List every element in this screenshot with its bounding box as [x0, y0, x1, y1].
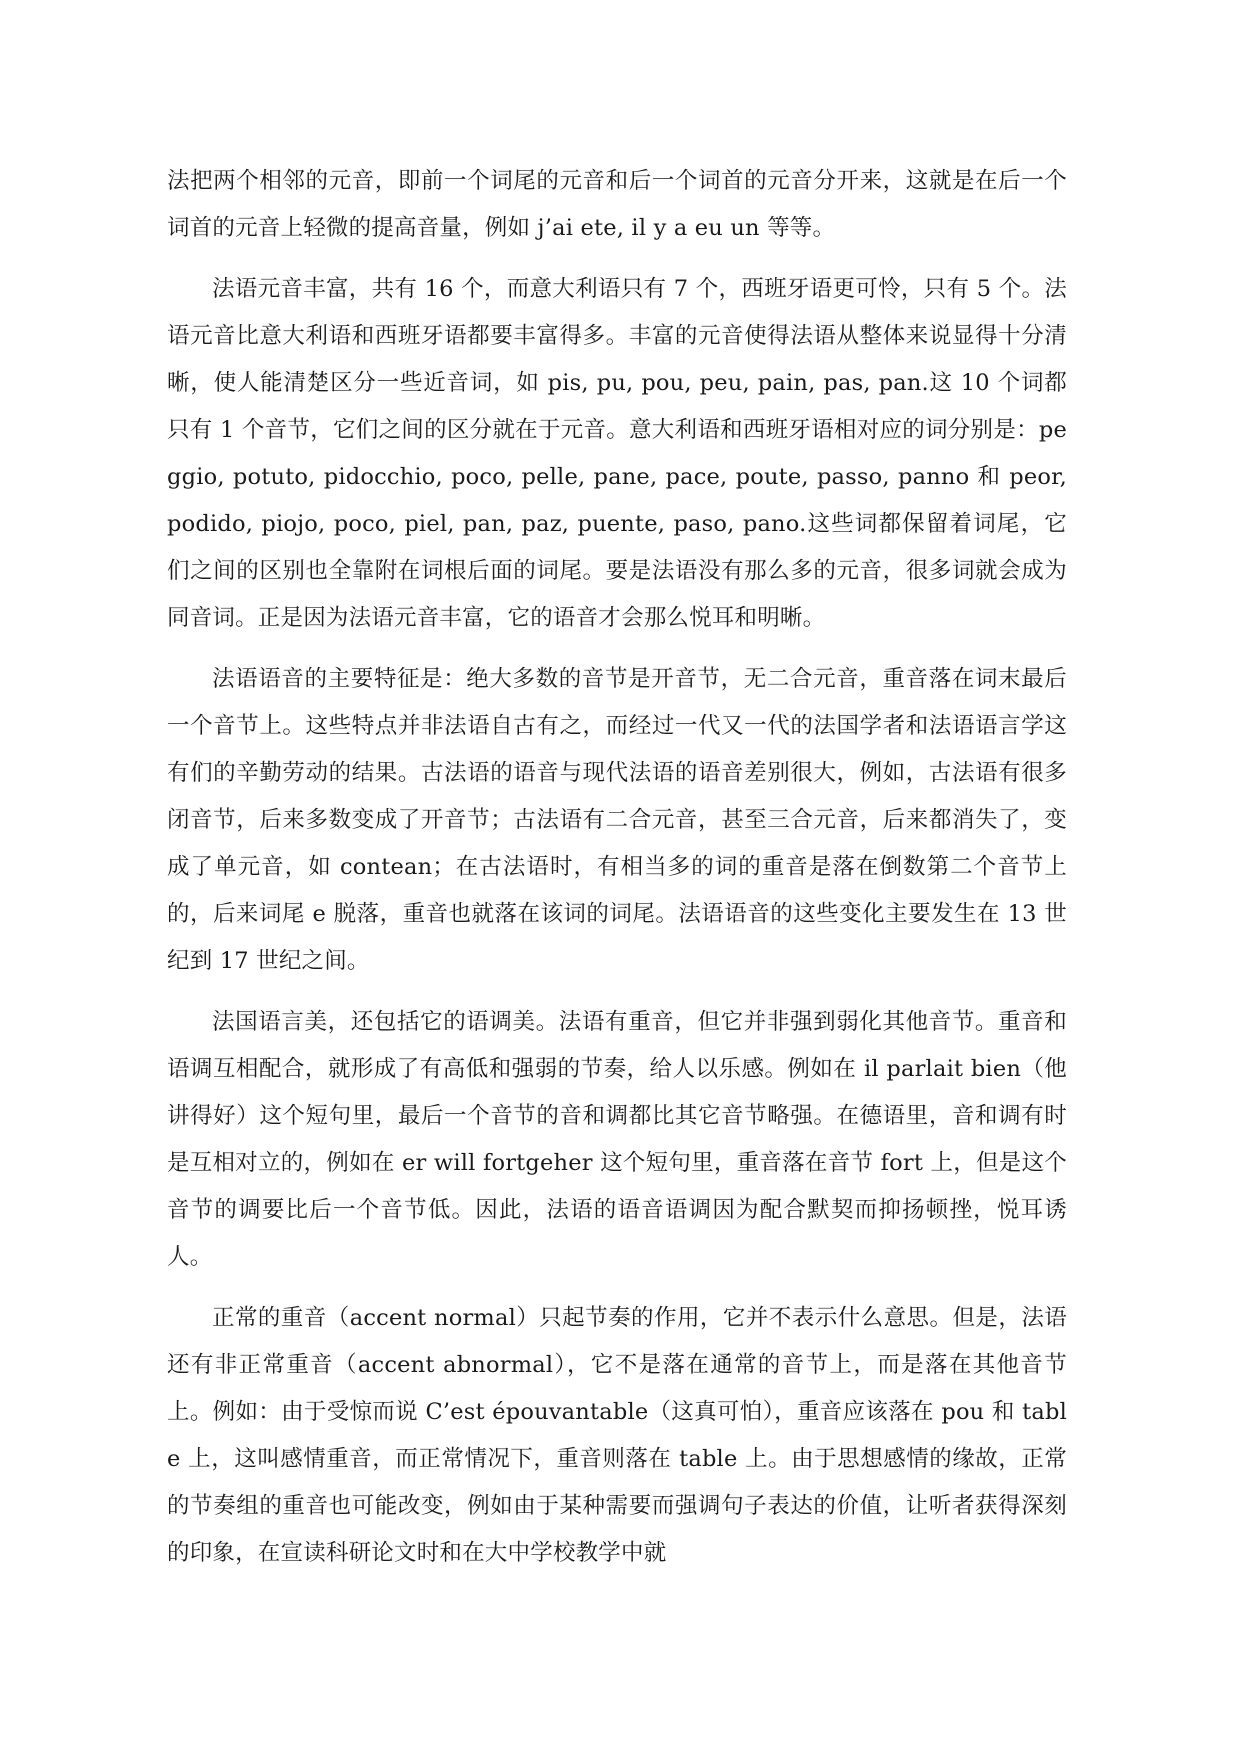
paragraph-3: 法语语音的主要特征是：绝大多数的音节是开音节，无二合元音，重音落在词末最后一个音节上。这些特点并非法语自古有之，而经过一代又一代的法国学者和法语语言学这有们的辛勤劳动的结果。古法语的语音与现代法语的语音差别很大，例如，古法语有很多闭音节，后来多数变成了开音节；古法语有二合元音，甚至三合元音，后来都消失了，变成了单元音，如 contean；在古法语时，有相当多的词的重音是落在倒数第二个音节上的，后来词尾 e 脱落，重音也就落在该词的词尾。法语语音的这些变化主要发生在 13 世纪到 17 世纪之间。: [167, 666, 1067, 974]
document-body: [167, 158, 1067, 1577]
paragraph-5: 正常的重音（accent normal）只起节奏的作用，它并不表示什么意思。但是，法语还有非正常重音（accent abnormal），它不是落在通常的音节上，而是落在其他音节上。例如：由于受惊而说 C’est épouvantable（这真可怕），重音应该落在 pou 和 table 上，这叫感情重音，而正常情况下，重音则落在 table 上。由于思想感情的缘故，正常的节奏组的重音也可能改变，例如由于某种需要而强调句子表达的价值，让听者获得深刻的印象，在宣读科研论文时和在大中学校教学中就: [167, 1305, 1067, 1566]
paragraph-1: 法把两个相邻的元音，即前一个词尾的元音和后一个词首的元音分开来，这就是在后一个词首的元音上轻微的提高音量，例如 j’ai ete, il y a eu un 等等。: [167, 168, 1067, 241]
paragraph-4: 法国语言美，还包括它的语调美。法语有重音，但它并非强到弱化其他音节。重音和语调互相配合，就形成了有高低和强弱的节奏，给人以乐感。例如在 il parlait bien（他讲得好）这个短句里，最后一个音节的音和调都比其它音节略强。在德语里，音和调有时是互相对立的，例如在 er will fortgeher 这个短句里，重音落在音节 fort 上，但是这个音节的调要比后一个音节低。因此，法语的语音语调因为配合默契而抑扬顿挫，悦耳诱人。: [167, 1009, 1067, 1270]
paragraph-2: 法语元音丰富，共有 16 个，而意大利语只有 7 个，西班牙语更可怜，只有 5 个。法语元音比意大利语和西班牙语都要丰富得多。丰富的元音使得法语从整体来说显得十分清晰，使人能清楚区分一些近音词，如 pis, pu, pou, peu, pain, pas, pan.这 10 个词都只有 1 个音节，它们之间的区分就在于元音。意大利语和西班牙语相对应的词分别是：peggio, potuto, pidocchio, poco, pelle, pane, pace, poute, passo, panno 和 peor, podido, piojo, poco, piel, pan, paz, puente, paso, pano.这些词都保留着词尾，它们之间的区别也全靠附在词根后面的词尾。要是法语没有那么多的元音，很多词就会成为同音词。正是因为法语元音丰富，它的语音才会那么悦耳和明晰。: [167, 276, 1067, 631]
